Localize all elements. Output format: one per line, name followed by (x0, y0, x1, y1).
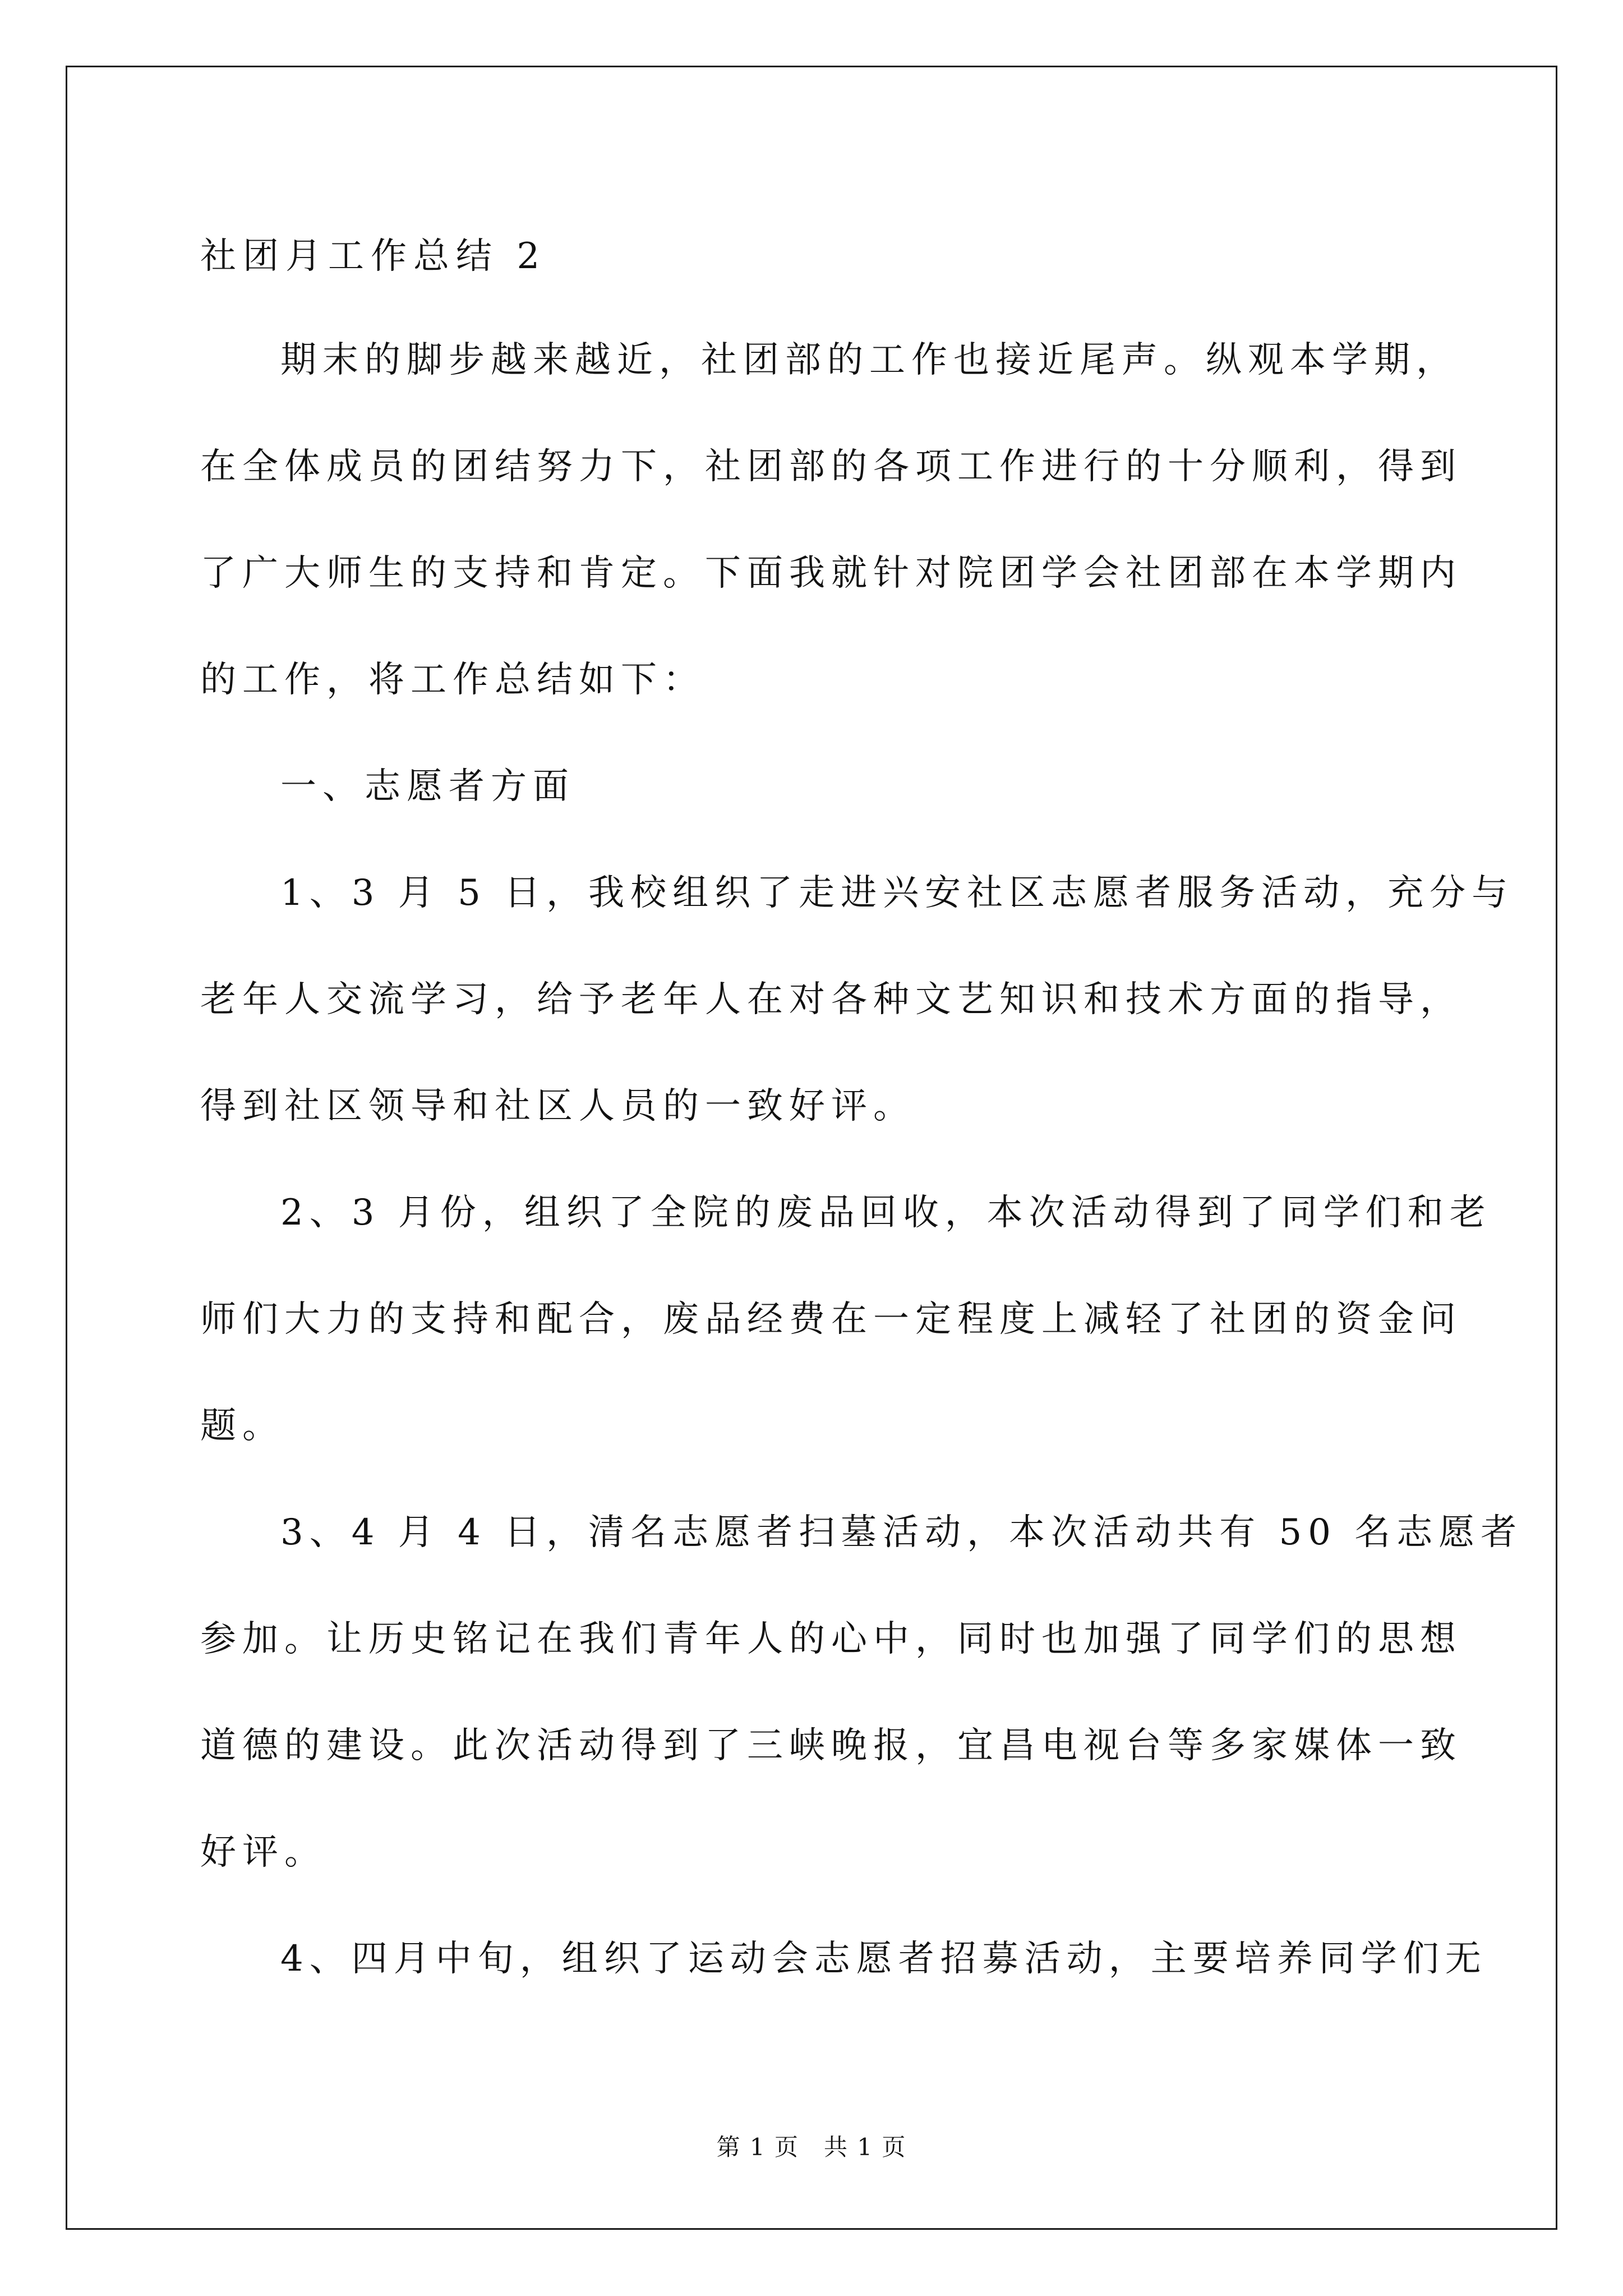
paragraph-line: 4、四月中旬，组织了运动会志愿者招募活动，主要培养同学们无 (280, 1938, 1487, 1980)
paragraph-line: 在全体成员的团结努力下，社团部的各项工作进行的十分顺利，得到 (200, 446, 1462, 487)
paragraph-line: 道德的建设。此次活动得到了三峡晚报，宜昌电视台等多家媒体一致 (200, 1725, 1462, 1766)
paragraph-line: 题。 (200, 1405, 284, 1447)
paragraph-line: 老年人交流学习，给予老年人在对各种文艺知识和技术方面的指导， (200, 979, 1462, 1020)
page-number-current: 第 1 页 (716, 2133, 799, 2161)
paragraph-line: 师们大力的支持和配合，废品经费在一定程度上减轻了社团的资金问 (200, 1299, 1462, 1340)
paragraph-line: 3、4 月 4 日，清名志愿者扫墓活动，本次活动共有 50 名志愿者 (280, 1512, 1523, 1553)
paragraph-line: 参加。让历史铭记在我们青年人的心中，同时也加强了同学们的思想 (200, 1618, 1462, 1660)
document-title: 社团月工作总结 2 (200, 236, 547, 277)
paragraph-line: 的工作，将工作总结如下： (200, 659, 705, 701)
section-heading: 一、志愿者方面 (280, 766, 575, 807)
page-number-total: 共 1 页 (824, 2133, 907, 2161)
paragraph-line: 1、3 月 5 日，我校组织了走进兴安社区志愿者服务活动，充分与 (280, 872, 1514, 914)
paragraph-line: 2、3 月份，组织了全院的废品回收，本次活动得到了同学们和老 (280, 1192, 1492, 1234)
paragraph-line: 了广大师生的支持和肯定。下面我就针对院团学会社团部在本学期内 (200, 553, 1462, 594)
page-border (66, 66, 1557, 2230)
paragraph-line: 好评。 (200, 1832, 326, 1873)
page-footer (0, 2129, 1623, 2162)
paragraph-line: 得到社区领导和社区人员的一致好评。 (200, 1085, 915, 1127)
paragraph-line: 期末的脚步越来越近，社团部的工作也接近尾声。纵观本学期， (280, 339, 1458, 381)
